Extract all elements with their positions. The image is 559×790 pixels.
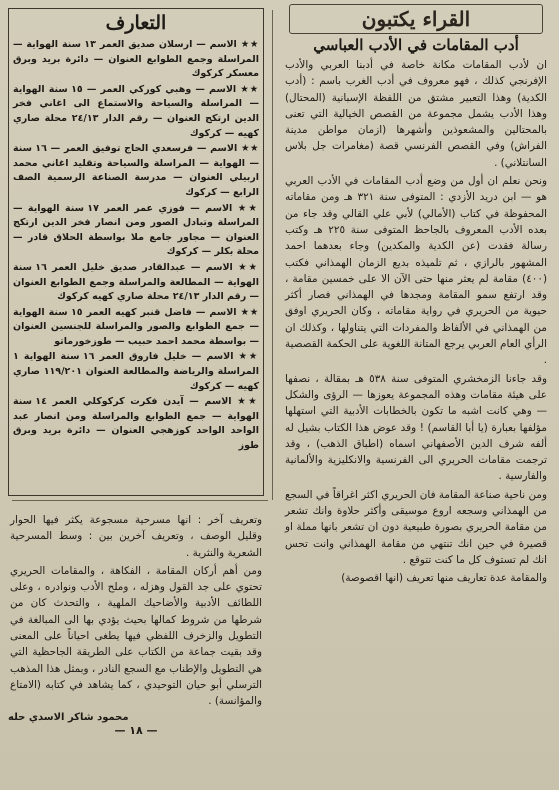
page-number: — ١٨ —	[114, 723, 158, 737]
acquaintance-entry: ★★ الاسم — فاضل قنبر كهيه العمر ١٥ سنة الهواية — جمع الطوابع والصور والمراسلة للجنسين العنوان — بواسطة محمد احمد حبيب — طوزخورماتو	[13, 306, 260, 347]
acquaintance-entry: ★★ الاسم — خليل فاروق العمر ١٦ سنة الهواية ١ المراسلة والرياضة والمطالعة العنوان ١١٩/٢٠١ صاري كهيه — كركوك	[13, 351, 260, 392]
acquaintance-entry: ★★ الاسم — آيدن فكرت كركوكلي العمر ١٤ سنة الهواية — جمع الطوابع والمراسلة ومن انصار عبد الواحد الواحد كوزهجي العنوان — دائرة بريد وبرق طوز	[13, 396, 259, 452]
article-paragraph: ومن ناحية صناعة المقامة فان الحريري اكثر اغراقاً في السجع من الهمذاني وسجعه اروع موسيقى وأكثر حلاوة وانك تشعر من مقامة الحريري بصورة طبيعية دون ان تشعر بانها مملة او قصيرة في حين انك تنتهي من مقامة الهمذاني وانت تحس انك لم تستوف كل ما كنت تتوقع .	[285, 488, 547, 566]
article-paragraph: والمقامة عدة تعاريف منها تعريف (انها اقصوصة)	[341, 572, 547, 585]
acquaintance-box	[8, 8, 264, 496]
acquaintance-title: التعارف	[105, 12, 167, 34]
article-paragraph: ونحن نعلم ان أول من وضع أدب المقامات في الأدب العربي هو — ابن دريد الأزدي : المتوفى سنة ٣٢١ هـ ومن مقاماته المحفوظة في كتاب (الأمالي) لأبي علي القالي وقد جاء من بعده الأدب المعروف بالجاحظ المتوفى سنة ٢٢٥ هـ وكتب رسالة فقدت (عن الكدية والمكدين) وجاء بعدهما احمد المشهور بالرازي ، ثم تلميذه بديع الزمان الهمذاني فكتب (٤٠٠) مقامة لم يعثر منها حتى الآن الا على خمسين مقامة ، وقد ارتفع سمو المقامة ومجدها في الهمذاني فصار أكثر حيوية من الحريري في رواية مقاماته ، وكان الحريري اوفق من الهمذاني في الألفاظ والمفردات التي يتناولها ، وكذلك ان الرأي العام العربي يرجع المتانة اللغوية على الحكمة القصصية .	[285, 175, 547, 367]
acquaintance-entry: ★★ الاسم — فرسعدي الحاج توفيق العمر — ١٦ سنة — الهواية — المراسلة والسياحة وتقليد اغاني محمد اربيلي العنوان — مدرسة الصناعة الرسمية الصف الرابع — كركوك	[13, 143, 259, 198]
readers-write-header	[289, 4, 543, 34]
author-signature: محمود شاكر الاسدي حله	[8, 711, 129, 723]
article-paragraph: وقد جاءنا الزمخشري المتوفى سنة ٥٣٨ هـ بمقالة ، نصفها على هيئة مقامات وهذه المجموعة يعوزها — الرؤى والشكل — وهي كانت اشبه ما تكون بالخطابات الأدبية التي استهلها مؤلفها بعبارة (يا أبا القاسم) ! وقد عوض هذا الكتاب بشيل له ألفه شرف الدين الأصفهاني اسماه (اطباق الذهب) ، وقد ترجمت مقامات الحريري الى الفرنسية والانكليزية والألمانية والفارسية .	[285, 372, 547, 483]
acquaintance-entry: ★★ الاسم — وهبي كوركي العمر — ١٥ سنة الهواية — المراسلة والسياحة والاستماع الى اغاني فخر الدين ارتكج العنوان — رقم الدار ٢٤/١٣ محلة صاري كهيه — كركوك	[13, 83, 260, 139]
article-paragraph: وتعريف آخر : انها مسرحية مسجوعة يكثر فيها الحوار وقليل الوصف ، وتعريف آخرين بين : وسط المسرحية الشعرية والنثرية .	[10, 514, 262, 559]
readers-write-column	[281, 4, 551, 787]
article-title: أدب المقامات في الأدب العباسي	[313, 36, 519, 54]
article-continuation	[8, 512, 264, 737]
acquaintance-entry: ★★ الاسم — عبدالقادر صديق خليل العمر ١٦ سنة الهواية — المطالعة والمراسلة وجمع الطوابع العنوان — رقم الدار ٢٤/١٣ محلة صاري كهيه كركوك	[13, 261, 259, 303]
column-divider	[272, 10, 273, 500]
readers-write-header-text: القراء يكتبون	[361, 7, 471, 31]
article-paragraph: ومن أهم أركان المقامة ، الفكاهة ، والمقامات الحريري تحتوي على جد القول وهزله ، وملح الأدب ونوادره ، وعلى اللطائف الأدبية والأضاحيك الملهية ، والتحدث كان من شرطها من شروط كمالها بحيث يؤدي بها الى المبالغة في التطويل والزخرف اللفظي فيها يطغى احياناً على المعنى وقد بقيت جماعة من الكتاب على الطريقة الجاحظية التي هي التطويل والإطناب مع السجع النادر ، وبمثل هذا المذهب الترسلي أبو حيان التوحيدي ، كما يشاهد في كتابه (الامتاع والمؤانسة) .	[10, 564, 262, 708]
left-column	[8, 4, 264, 787]
acquaintance-entry: ★★ الاسم — ارسلان صديق العمر ١٣ سنة الهواية — المراسلة وجمع الطوابع العنوان — دائرة بريد وبرق معسكر كركوك	[13, 39, 259, 80]
acquaintance-entry: ★★ الاسم — فوزي عمر العمر ١٧ سنة الهواية — المراسلة وتبادل الصور ومن انصار فخر الدين ارتكج العنوان — مجاور جامع ملا بواسطة الحلاق قادر — محلة بكلر — كركوك	[13, 202, 259, 258]
article-paragraph: ان لأدب المقامات مكانة خاصة في أدبنا العربي والأدب الإفرنجي كذلك ، فهو معروف في أدب الغرب باسم : (أدب الكدية) وهذا التعبير مشتق من اللفظة الإسبانية (المحتال) وهذا الأدب يشمل مجموعة من القصص الخيالية التي تعنى بالمحتالين والمشعوذين وأشهرها (ازمان مواطن مدينة الفراش) وفي القصص الفرنسي قصة (مغامرات جل بلاس السانتلاني) .	[285, 59, 547, 169]
